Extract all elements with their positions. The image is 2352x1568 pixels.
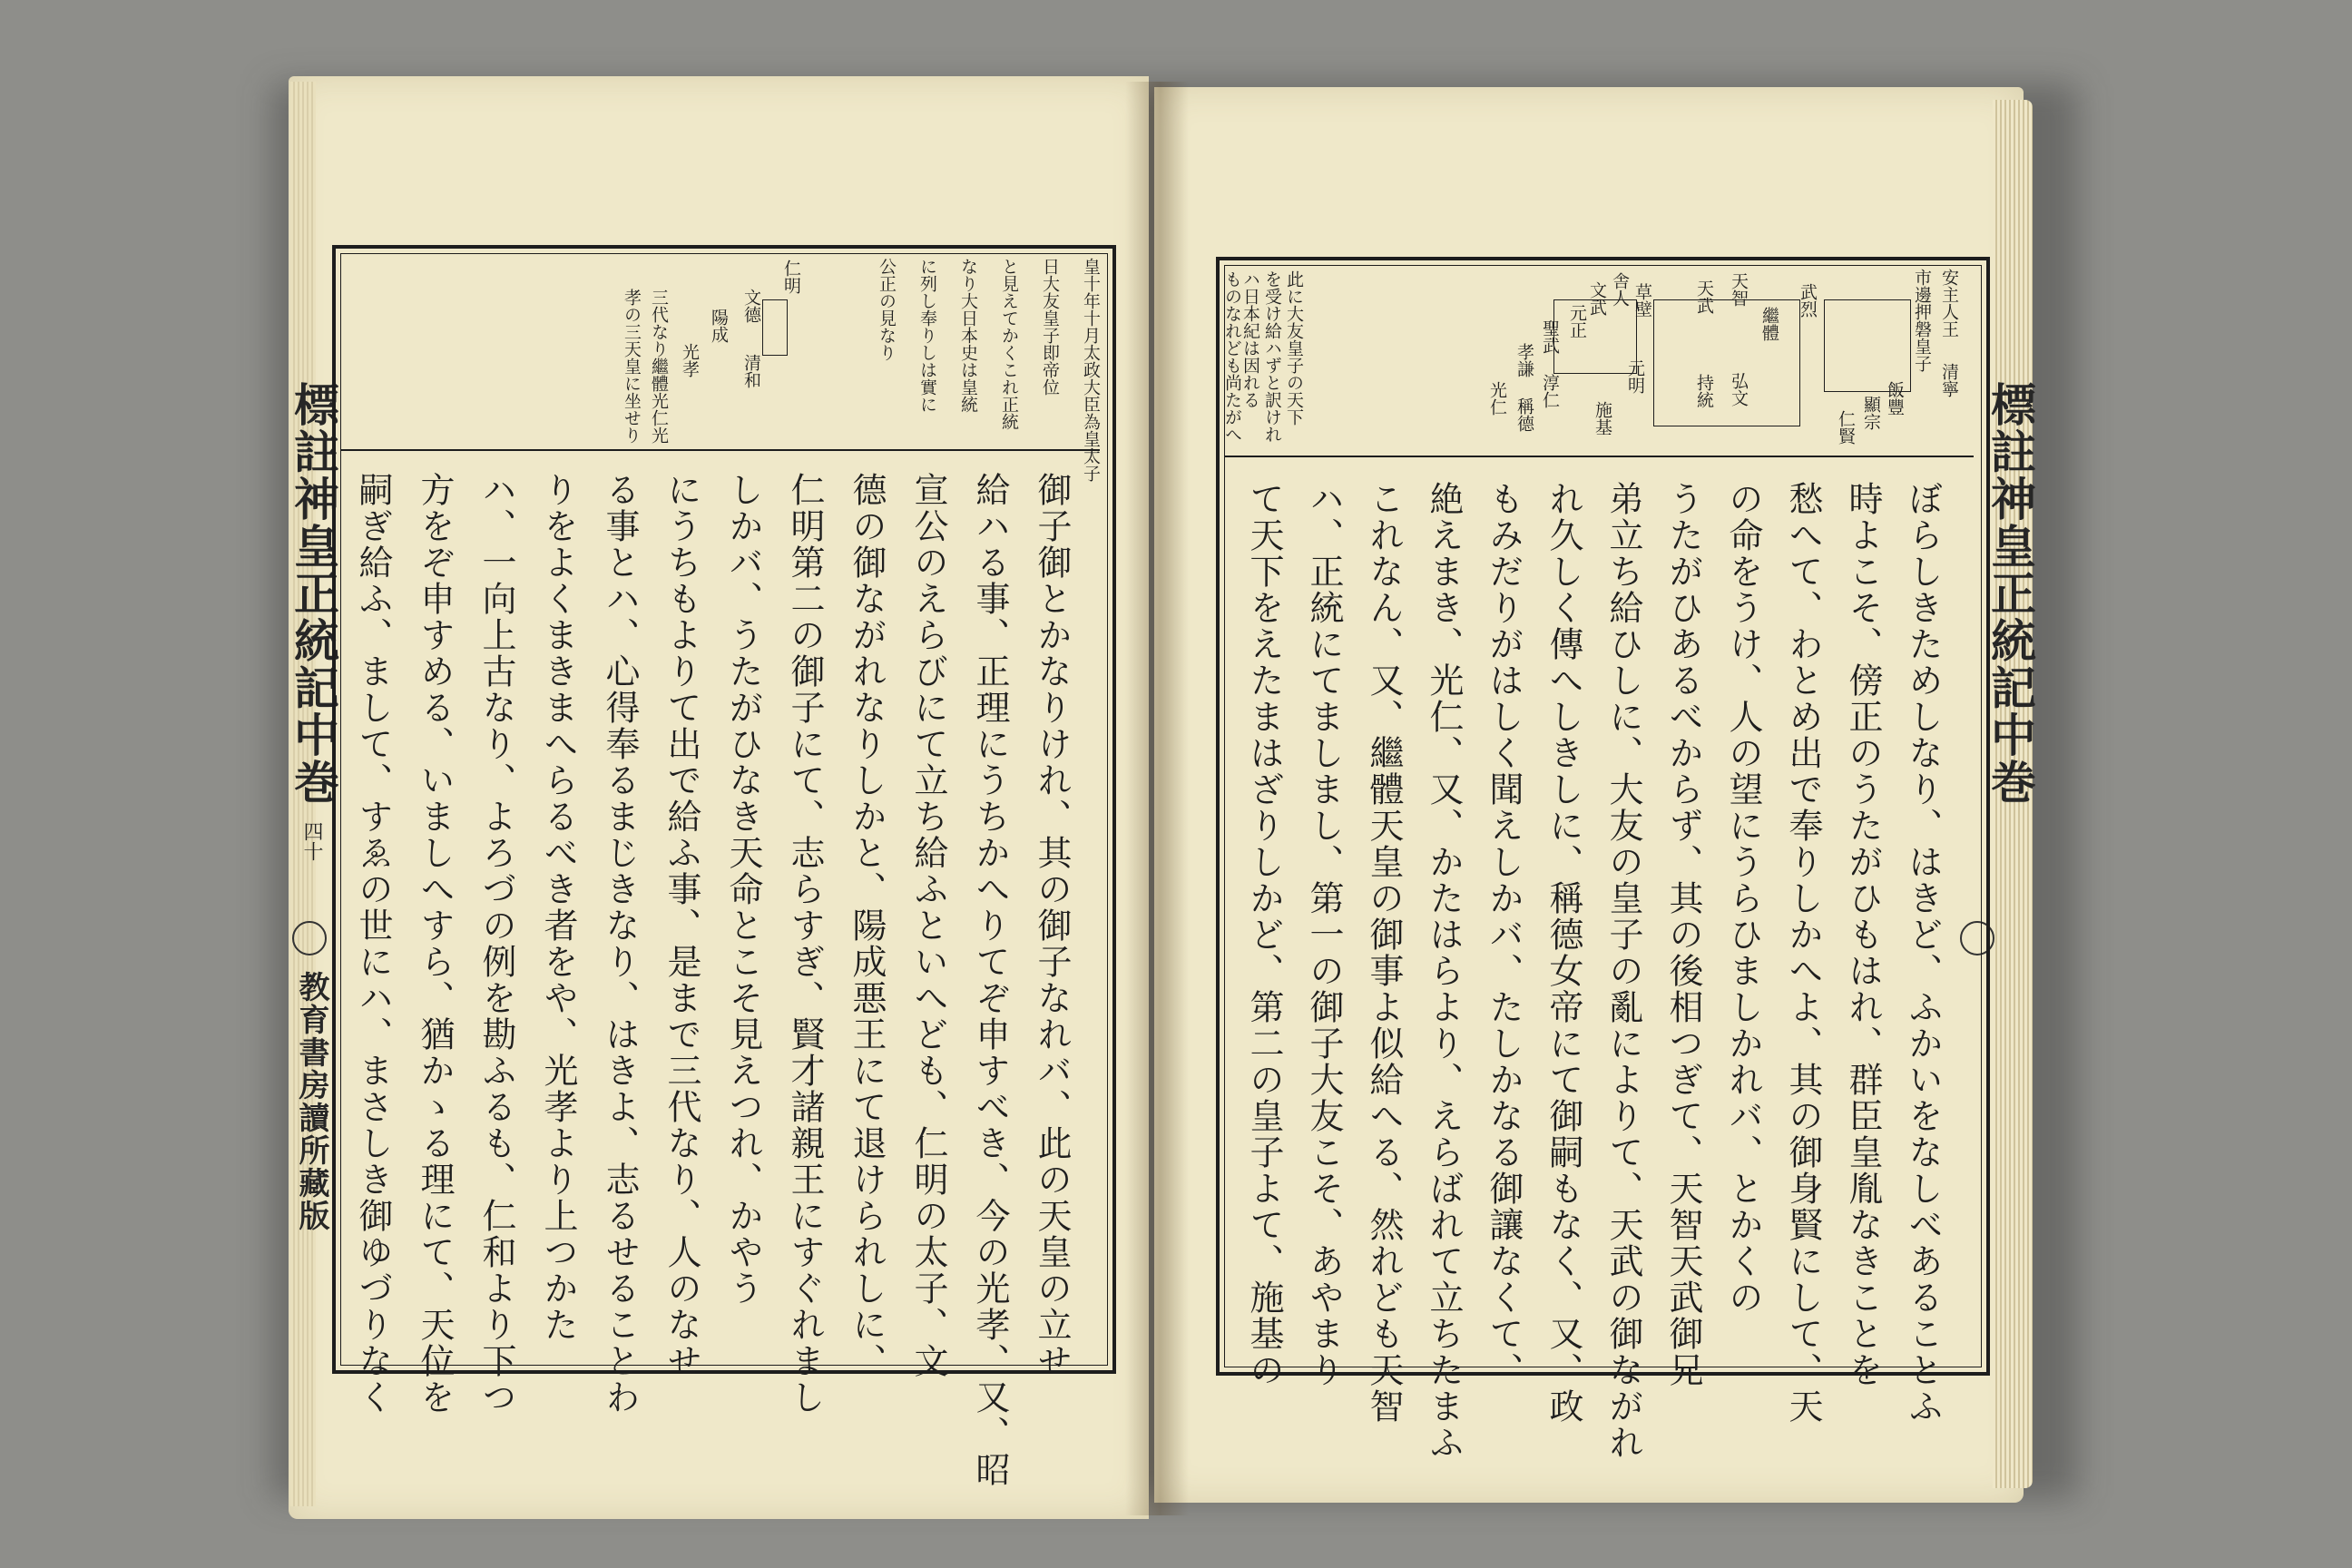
right-text-line: 時よこそ、傍正のうたがひもはれ、群臣皇胤なきことを bbox=[1843, 481, 1883, 1388]
left-publisher: 教育書房讀所藏版 bbox=[293, 971, 329, 1232]
left-text-line: 仁明第二の御子にて、志らすぎ、賢才諸親王にすぐれまし bbox=[785, 472, 825, 1416]
genealogy-name: 舎人 bbox=[1610, 272, 1630, 307]
left-text-line: りをよくまきまへらるべき者をや、光孝より上つかた bbox=[538, 472, 578, 1343]
right-text-line: ぼらしきためしなり、はきど、ふかいをなしべあることふ bbox=[1903, 481, 1943, 1425]
right-text-line: ハ、正統にてましまし、第一の御子大友こそ、あやまり bbox=[1304, 481, 1344, 1388]
left-text-line: ハ、一向上古なり、よろづの例を勘ふるも、仁和より下つ bbox=[476, 472, 516, 1416]
genealogy-name: 淳仁 bbox=[1540, 374, 1560, 408]
left-tab-marker bbox=[292, 921, 327, 956]
genealogy-name: 稱德 bbox=[1514, 397, 1534, 432]
right-text-line: 弟立ち給ひしに、大友の皇子の亂によりて、天武の御ながれ bbox=[1603, 481, 1643, 1461]
genealogy-name: 仁賢 bbox=[1836, 410, 1856, 445]
left-folio: 四十 bbox=[300, 821, 323, 861]
left-headnote-line: なり大日本史は皇統 bbox=[958, 258, 978, 413]
genealogy-name: 市邊押磐皇子 bbox=[1912, 269, 1932, 372]
left-lineage-name: 光孝 bbox=[680, 343, 700, 377]
left-text-line: 給ハる事、正理にうちかへりてぞ申すべき、今の光孝、又、昭 bbox=[970, 472, 1010, 1488]
left-headnote-separator bbox=[341, 449, 1100, 451]
genealogy-bracket bbox=[1824, 299, 1911, 392]
genealogy-name: 元明 bbox=[1625, 359, 1645, 394]
genealogy-name: 持統 bbox=[1694, 374, 1714, 408]
right-headnote-separator bbox=[1225, 456, 1974, 457]
left-lineage-name: 陽成 bbox=[709, 309, 729, 343]
left-text-line: しかバ、うたがひなき天命とこそ見えつれ、かやう bbox=[723, 472, 763, 1307]
right-text-line: もみだりがはしく聞えしかバ、たしかなる御讓なくて、 bbox=[1484, 481, 1524, 1388]
genealogy-name: 文武 bbox=[1587, 281, 1607, 316]
genealogy-name: 天智 bbox=[1729, 272, 1749, 307]
genealogy-name: 飯豐 bbox=[1885, 381, 1905, 416]
book-gutter bbox=[1125, 82, 1189, 1515]
right-headnote-line: 此に大友皇子の天下 bbox=[1284, 270, 1304, 426]
left-headnote-line: と見えてかくこれ正統 bbox=[999, 258, 1019, 430]
genealogy-name: 施基 bbox=[1592, 401, 1612, 436]
left-headnote-line: に列し奉りしは實に bbox=[917, 258, 937, 413]
right-text-line: の命をうけ、人の望にうらひましかれバ、とかくの bbox=[1723, 481, 1763, 1316]
left-margin-title: 標註神皇正統記中巻 bbox=[287, 381, 340, 806]
left-text-line: る事とハ、心得奉るまじきなり、はきよ、志るせることわ bbox=[600, 472, 640, 1416]
left-lineage-name: 清和 bbox=[741, 354, 761, 388]
genealogy-name: 草壁 bbox=[1632, 283, 1652, 318]
right-headnote-line: を受け給ハずと訳けれ bbox=[1262, 270, 1282, 443]
right-headnote-line: ハ日本紀は因れる bbox=[1240, 270, 1260, 408]
left-text-line: 御子御とかなりけれ、其の御子なれバ、此の天皇の立せ bbox=[1032, 472, 1072, 1379]
genealogy-name: 武烈 bbox=[1798, 283, 1818, 318]
left-text-line: 宣公のえらびにて立ち給ふといへども、仁明の太子、文 bbox=[908, 472, 948, 1379]
genealogy-bracket bbox=[1653, 299, 1800, 426]
genealogy-name: 孝謙 bbox=[1514, 343, 1534, 377]
genealogy-name: 安主人王 bbox=[1939, 269, 1959, 338]
genealogy-name: 顯宗 bbox=[1861, 396, 1881, 430]
genealogy-name: 繼體 bbox=[1759, 307, 1779, 341]
genealogy-name: 元正 bbox=[1567, 304, 1587, 338]
right-text-line: て天下をえたまはざりしかど、第二の皇子よて、施基の bbox=[1244, 481, 1284, 1388]
right-text-line: 絶えまき、光仁、又、かたはらより、えらばれて立ちたまふ bbox=[1424, 481, 1464, 1461]
right-text-line: うたがひあるべからず、其の後相つぎて、天智天武御兄 bbox=[1663, 481, 1703, 1388]
left-headnote-line: 日大友皇子即帝位 bbox=[1040, 258, 1060, 396]
genealogy-bracket bbox=[1553, 299, 1637, 374]
left-headnote-line: 公正の見なり bbox=[877, 258, 897, 361]
left-lineage-note: 三代なり繼體光仁光 bbox=[649, 289, 669, 444]
genealogy-name: 光仁 bbox=[1487, 381, 1507, 416]
right-text-line: れ久しく傳へしきしに、稱德女帝にて御嗣もなく、又、政 bbox=[1544, 481, 1583, 1425]
genealogy-name: 天武 bbox=[1694, 279, 1714, 314]
right-text-line: これなん、又、繼體天皇の御事よ似給へる、然れども天智 bbox=[1364, 481, 1404, 1425]
left-text-line: 方をぞ申すめる、いましへすら、猶かゝる理にて、天位を bbox=[415, 472, 455, 1416]
left-text-line: 嗣ぎ給ふ、まして、すゑの世にハ、まさしき御ゆづりなく bbox=[353, 472, 393, 1416]
genealogy-name: 聖武 bbox=[1540, 319, 1560, 354]
left-lineage-root: 仁明 bbox=[781, 260, 801, 294]
genealogy-name: 清寧 bbox=[1939, 363, 1959, 397]
left-text-line: 德の御ながれなりしかと、陽成悪王にて退けられしに、 bbox=[847, 472, 887, 1379]
left-lineage-name: 文德 bbox=[741, 289, 761, 323]
left-text-line: にうちもよりて出で給ふ事、是まで三代なり、人のなせ bbox=[662, 472, 701, 1379]
right-headnote-line: ものなれども尚たがへ bbox=[1222, 270, 1242, 443]
left-lineage-bracket bbox=[762, 299, 788, 356]
left-lineage-note: 孝の三天皇に坐せり bbox=[622, 289, 642, 444]
left-headnote-line: 皇十年十月太政大臣為皇太子 bbox=[1081, 258, 1101, 482]
genealogy-name: 弘文 bbox=[1729, 372, 1749, 407]
right-text-line: 愁へて、わとめ出で奉りしかへよ、其の御身賢にして、天 bbox=[1783, 481, 1823, 1425]
right-margin-title: 標註神皇正統記中巻 bbox=[1984, 381, 2037, 806]
